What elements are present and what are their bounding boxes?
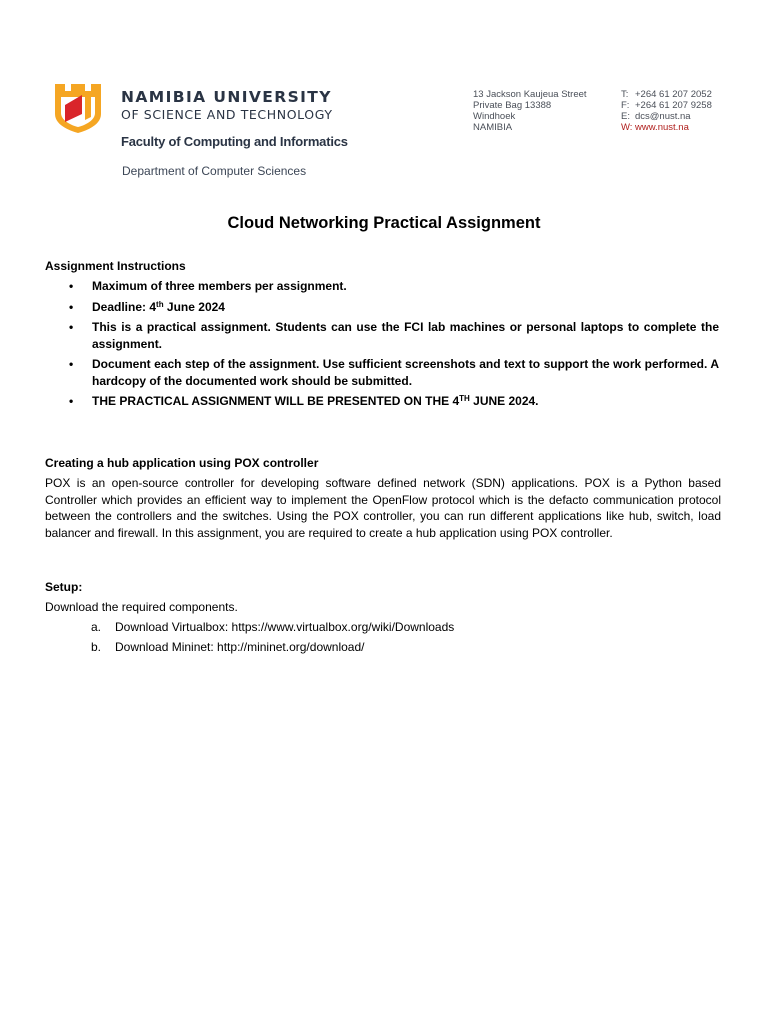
step-text: Download Mininet: http://mininet.org/download/ [115,639,365,654]
list-item [91,619,454,635]
bullet-text: JUNE 2024. [469,394,539,408]
step-marker: a. [91,620,102,634]
contact-value: +264 61 207 9258 [635,100,712,111]
contact-fax [621,100,712,111]
list-item [45,299,719,316]
address-block [473,89,587,133]
bullet-text: This is a practical assignment. Students can use the FCI lab machines or personal laptops to complete the assignment. [92,320,719,351]
website-link[interactable]: www.nust.na [635,122,689,133]
contact-value: +264 61 207 2052 [635,89,712,100]
contact-key: T: [621,89,629,100]
bullet-glyph: • [69,279,74,293]
instructions-heading: Assignment Instructions [45,259,186,273]
document-title: Cloud Networking Practical Assignment [227,214,541,232]
contact-value: dcs@nust.na [635,111,691,122]
faculty-name: Faculty of Computing and Informatics [121,134,348,149]
hub-paragraph: POX is an open-source controller for developing software defined network (SDN) applications. POX is a Python based Controller which provides an efficient way to implement the OpenFlow protocol which is the defacto communication protocol between the controllers and the switches. Using the POX controller, you can run different applications like hub, switch, load balancer and firewall. In this assignment, you are required to create a hub application using POX controller. [45,476,721,540]
logo-yellow-bar [85,95,91,120]
university-name: NAMIBIA UNIVERSITY [121,88,332,106]
bullet-text: THE PRACTICAL ASSIGNMENT WILL BE PRESENTED ON THE 4 [92,394,460,408]
contact-email [621,111,712,122]
list-item [45,319,719,352]
bullet-text: Maximum of three members per assignment. [92,279,347,293]
address-line: 13 Jackson Kaujeua Street [473,89,587,100]
setup-heading: Setup: [45,580,83,594]
list-item [91,639,454,655]
bullet-text: Document each step of the assignment. Use sufficient screenshots and text to support the work performed. A hardcopy of the documented work should be submitted. [92,357,719,388]
nust-logo [51,78,105,134]
instructions-list [45,278,719,414]
step-marker: b. [91,639,102,654]
contact-phone [621,89,712,100]
step-text: Download Virtualbox: https://www.virtualbox.org/wiki/Downloads [115,620,455,634]
list-item [45,278,719,295]
contact-block [621,89,712,133]
bullet-text: Deadline: 4 [92,299,157,314]
ordinal-suffix: TH [459,394,470,403]
contact-key: E: [621,111,630,122]
hub-heading: Creating a hub application using POX controller [45,456,319,470]
address-line: NAMIBIA [473,122,513,133]
ordinal-suffix: th [156,299,164,309]
contact-key: F: [621,100,630,111]
address-line: Private Bag 13388 [473,100,552,111]
bullet-text: June 2024 [163,299,225,314]
list-item [45,393,719,410]
contact-web [621,122,712,133]
university-subtitle: OF SCIENCE AND TECHNOLOGY [121,107,333,122]
bullet-glyph: • [69,299,74,314]
setup-steps [91,619,454,658]
address-line: Windhoek [473,111,516,122]
list-item [45,356,719,389]
bullet-glyph: • [69,320,74,334]
contact-key: W: [621,122,633,133]
bullet-glyph: • [69,394,74,408]
department-name: Department of Computer Sciences [122,164,307,178]
bullet-glyph: • [69,357,74,371]
setup-intro: Download the required components. [45,600,238,614]
